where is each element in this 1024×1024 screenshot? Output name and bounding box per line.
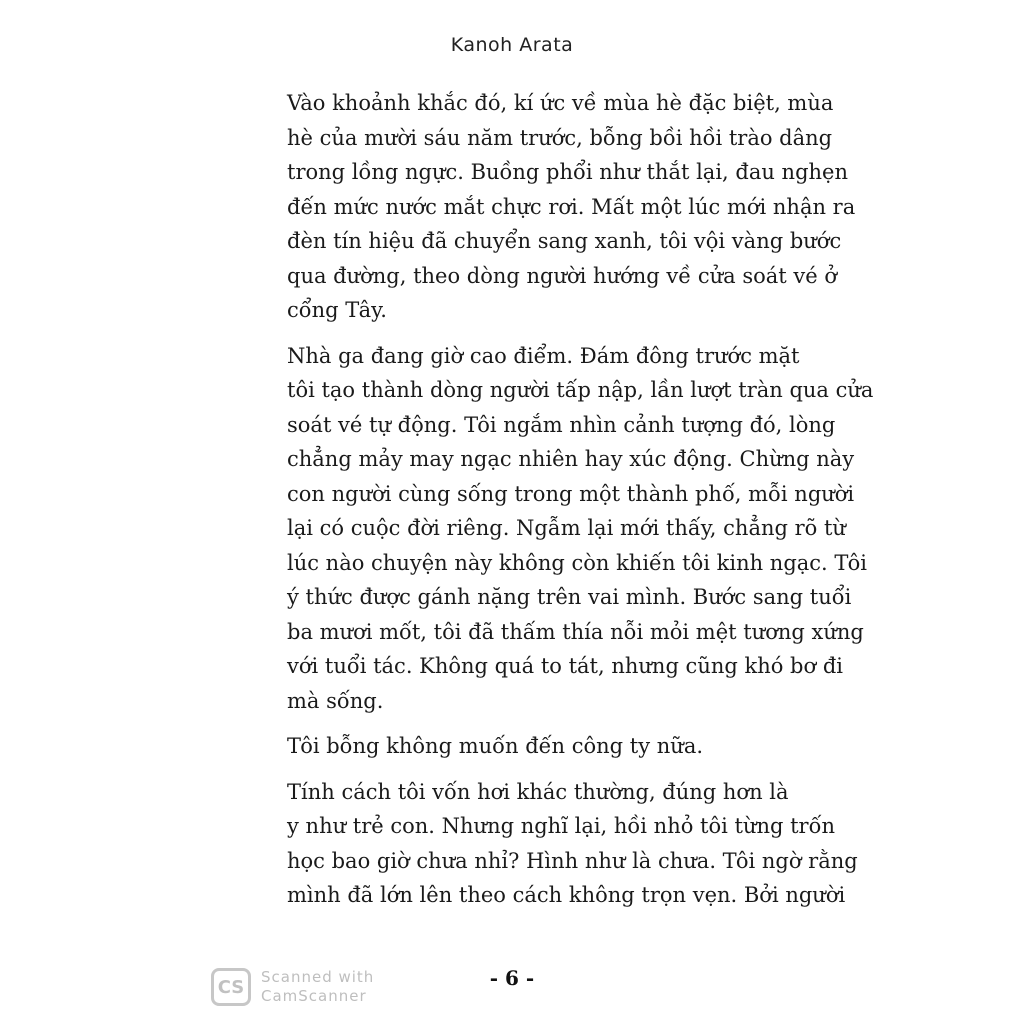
text-line: soát vé tự động. Tôi ngắm nhìn cảnh tượng đó, lòng [287, 412, 836, 437]
text-line: lại có cuộc đời riêng. Ngẫm lại mới thấy, chẳng rõ từ [287, 516, 846, 540]
text-line: đến mức nước mắt chực rơi. Mất một lúc mới nhận ra [287, 194, 856, 219]
watermark-line-1: Scanned with [261, 968, 375, 986]
text-line: Tôi bỗng không muốn đến công ty nữa. [287, 734, 704, 758]
text-line: Tính cách tôi vốn hơi khác thường, đúng hơn là [287, 779, 789, 804]
text-line: học bao giờ chưa nhỉ? Hình như là chưa. Tôi ngờ rằng [287, 848, 858, 873]
paragraph-3 [243, 729, 798, 764]
text-line: tôi tạo thành dòng người tấp nập, lần lượt tràn qua cửa [287, 378, 874, 402]
paragraph-2 [243, 339, 874, 719]
text-line: lúc nào chuyện này không còn khiến tôi kinh ngạc. Tôi [287, 550, 867, 575]
paragraph-1 [243, 86, 856, 328]
text-line: ý thức được gánh nặng trên vai mình. Bước sang tuổi [287, 585, 852, 609]
watermark-line-2: CamScanner [261, 987, 367, 1005]
text-line: y như trẻ con. Nhưng nghĩ lại, hồi nhỏ tôi từng trốn [287, 814, 835, 838]
text-line: chẳng mảy may ngạc nhiên hay xúc động. Chừng này [287, 447, 855, 471]
text-line: với tuổi tác. Không quá to tát, nhưng cũng khó bơ đi [287, 654, 843, 678]
text-line: mình đã lớn lên theo cách không trọn vẹn. Bởi người [287, 883, 846, 907]
text-line: đèn tín hiệu đã chuyển sang xanh, tôi vội vàng bước [287, 229, 842, 253]
paragraph-4 [243, 775, 858, 913]
text-line: qua đường, theo dòng người hướng về cửa soát vé ở [287, 263, 837, 288]
text-line: hè của mười sáu năm trước, bỗng bồi hồi trào dâng [287, 125, 833, 150]
page-body [243, 86, 874, 913]
page-number: - 6 - [489, 966, 535, 990]
text-line: ba mươi mốt, tôi đã thấm thía nỗi mỏi mệt tương xứng [287, 619, 864, 644]
text-line: cổng Tây. [287, 298, 387, 322]
text-line: mà sống. [287, 688, 384, 713]
text-line: Nhà ga đang giờ cao điểm. Đám đông trước mặt [287, 343, 800, 368]
text-line: Vào khoảnh khắc đó, kí ức về mùa hè đặc biệt, mùa [287, 91, 834, 115]
camscanner-logo-icon: CS [211, 968, 251, 1006]
text-line: trong lồng ngực. Buồng phổi như thắt lại, đau nghẹn [287, 160, 848, 184]
text-line: con người cùng sống trong một thành phố, mỗi người [287, 481, 855, 506]
running-header-author: Kanoh Arata [450, 34, 574, 56]
